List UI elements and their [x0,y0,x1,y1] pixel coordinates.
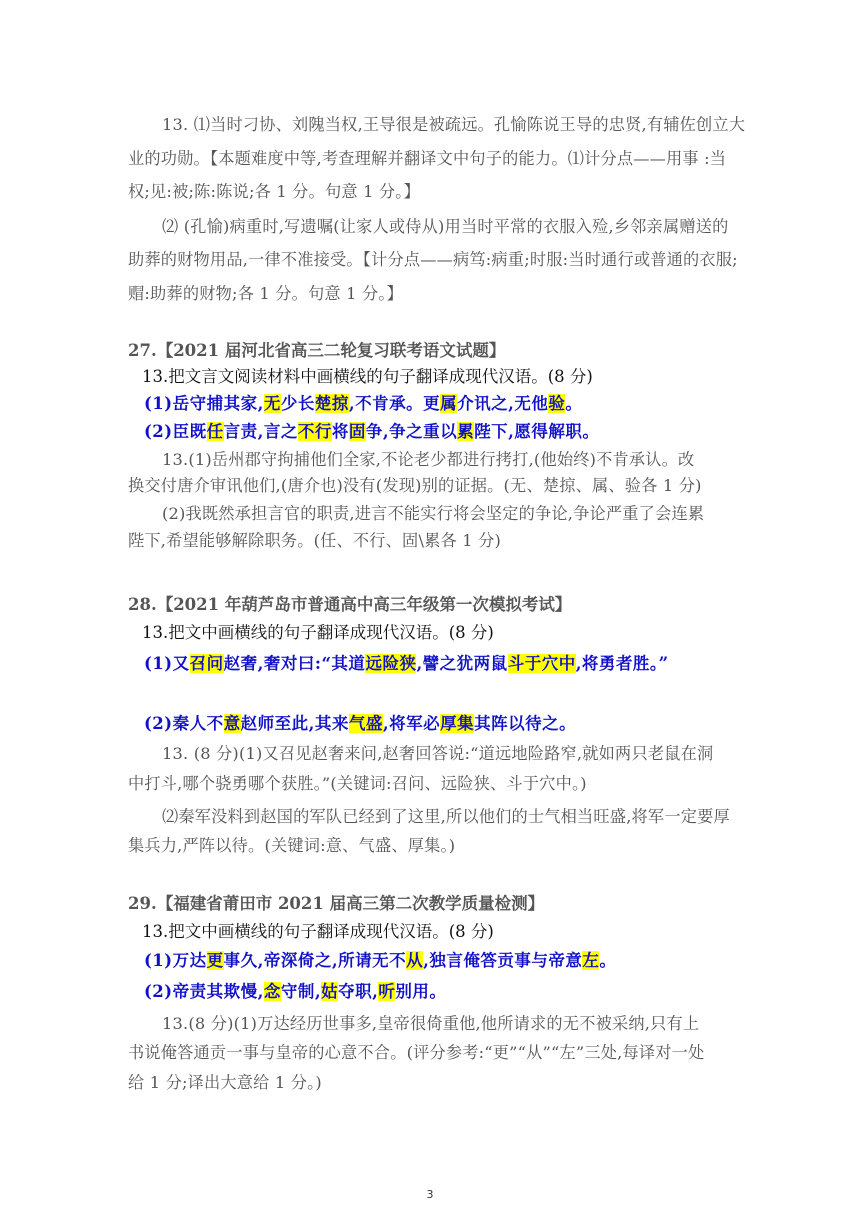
sentence-fragment: ,譬之犹两鼠 [416,654,508,673]
sentence-fragment: (1)又 [144,654,190,673]
source-sentence [128,710,732,734]
sentence-fragment: 事久,帝深倚之,所请无不 [223,951,407,970]
sentence-fragment: 赵奢,奢对曰:“其道 [223,654,366,673]
answer-line: 书说俺答通贡一事与皇帝的心意不合。(评分参考:“更”“从”“左”三处,每译对一处 [128,1043,705,1062]
sentence-fragment: 介讯之,无他 [457,394,549,413]
highlighted-keyword: 属 [440,394,458,413]
question-line: 13.把文言文阅读材料中画横线的句子翻译成现代汉语。(8 分) [142,367,593,386]
answer-line: 给 1 分;译出大意给 1 分。) [128,1073,322,1092]
sentence-fragment: (1)岳守捕其家, [144,394,264,413]
answer-line: 陛下,希望能够解除职务。(任、不行、固\累各 1 分) [128,531,501,550]
sentence-fragment: ,不肯承。更 [348,394,441,413]
page-number: 3 [426,1188,434,1201]
sentence-fragment: ,将军必 [382,714,441,733]
sentence-fragment: ,独言俺答贡事与帝意 [423,951,583,970]
highlighted-keyword: 左 [582,951,600,970]
highlighted-keyword: 任 [206,422,224,441]
highlighted-keyword: 姑 [321,982,339,1001]
highlighted-keyword: 念 [263,982,281,1001]
sentence-fragment: 争,争之重以 [365,422,458,441]
sentence-fragment: (1)万达 [144,951,207,970]
highlighted-keyword: 听 [378,982,396,1001]
sentence-fragment: 。 [599,951,617,970]
highlighted-keyword: 累 [457,422,475,441]
answer-line: ⑵ (孔愉)病重时,写遗嘱(让家人或侍从)用当时平常的衣服入殓,乡邻亲属赠送的 [162,217,729,236]
answer-line: 业的功勋。【本题难度中等,考查理解并翻译文中句子的能力。⑴计分点——用事 :当 [128,149,727,168]
source-sentence [128,390,732,414]
sentence-fragment: 守制, [280,982,322,1001]
answer-line: 中打斗,哪个骁勇哪个获胜。”(关键词:召问、远险狭、斗于穴中。) [128,774,587,793]
source-sentence [128,650,732,674]
answer-line: ⑵秦军没料到赵国的军队已经到了这里,所以他们的士气相当旺盛,将军一定要厚 [162,807,730,826]
sentence-fragment: (2)秦人不 [144,714,224,733]
answer-line: 权;见:被;陈:陈说;各 1 分。句意 1 分。】 [128,182,420,201]
sentence-fragment: 言责,言之 [223,422,298,441]
highlighted-keyword: 气盛 [348,714,383,733]
answer-line: 13. ⑴当时刁协、刘隗当权,王导很是被疏远。孔愉陈说王导的忠贤,有辅佐创立大 [162,115,746,134]
answer-line: 换交付唐介审讯他们,(唐介也)没有(发现)别的证据。(无、楚掠、属、验各 1 分) [128,476,702,495]
highlighted-keyword: 更 [206,951,224,970]
sentence-fragment: 陛下,愿得解职。 [474,422,600,441]
sentence-fragment: (2)帝责其欺慢, [144,982,264,1001]
highlighted-keyword: 厚集 [440,714,475,733]
answer-line: (2)我既然承担言官的职责,进言不能实行将会坚定的争论,争论严重了会连累 [162,504,705,523]
sentence-fragment: 少长 [280,394,315,413]
sentence-fragment: 将 [331,422,349,441]
sentence-fragment: 别用。 [395,982,447,1001]
highlighted-keyword: 无 [263,394,281,413]
highlighted-keyword: 斗于穴中 [507,654,576,673]
section-heading: 29.【福建省莆田市 2021 届高三第二次教学质量检测】 [128,894,545,913]
answer-line: 13.(8 分)(1)万达经历世事多,皇帝很倚重他,他所请求的无不被采纳,只有上 [162,1014,700,1033]
question-line: 13.把文中画横线的句子翻译成现代汉语。(8 分) [142,922,494,941]
answer-line: 13. (8 分)(1)又召见赵奢来问,赵奢回答说:“道远地险路窄,就如两只老鼠在洞 [162,744,714,763]
highlighted-keyword: 召问 [189,654,224,673]
highlighted-keyword: 从 [406,951,424,970]
sentence-fragment: (2)臣既 [144,422,207,441]
sentence-fragment: 赵师至此,其来 [240,714,349,733]
source-sentence [128,947,732,971]
section-heading: 28.【2021 年葫芦岛市普通高中高三年级第一次模拟考试】 [128,595,572,614]
answer-line: 赗:助葬的财物;各 1 分。句意 1 分。】 [128,284,404,303]
highlighted-keyword: 远险狭 [365,654,417,673]
answer-line: 助葬的财物用品,一律不准接受。【计分点——病笃:病重;时服:当时通行或普通的衣服; [128,250,738,269]
answer-line: 集兵力,严阵以待。(关键词:意、气盛、厚集。) [128,836,456,855]
highlighted-keyword: 意 [223,714,241,733]
section-heading: 27.【2021 届河北省高三二轮复习联考语文试题】 [128,341,506,360]
highlighted-keyword: 不行 [297,422,332,441]
highlighted-keyword: 楚掠 [314,394,349,413]
sentence-fragment: ,将勇者胜。” [575,654,669,673]
highlighted-keyword: 验 [548,394,566,413]
sentence-fragment: 。 [565,394,583,413]
highlighted-keyword: 固 [348,422,366,441]
source-sentence [128,418,732,442]
answer-line: 13.(1)岳州郡守拘捕他们全家,不论老少都进行拷打,(他始终)不肯承认。改 [162,450,695,469]
sentence-fragment: 夺职, [338,982,379,1001]
question-line: 13.把文中画横线的句子翻译成现代汉语。(8 分) [142,623,494,642]
source-sentence [128,978,732,1002]
sentence-fragment: 其阵以待之。 [474,714,577,733]
